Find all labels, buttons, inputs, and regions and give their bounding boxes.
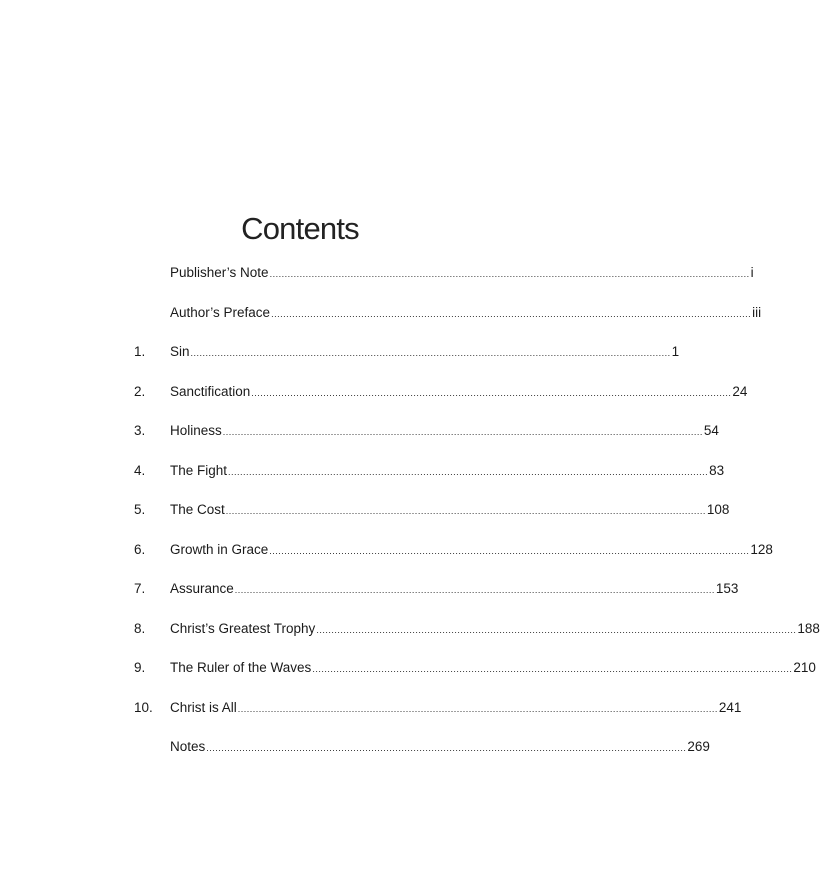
toc-entry-christs-greatest-trophy[interactable] — [0, 617, 820, 641]
dot-leader: ................................................................................................................................................................ — [271, 309, 752, 319]
entry-page: 269 — [687, 739, 710, 754]
entry-page: 128 — [750, 542, 773, 557]
entry-page: i — [750, 265, 754, 280]
entry-title: Christ’s Greatest Trophy — [170, 621, 316, 636]
dot-leader: ................................................................................................................................................................ — [206, 743, 687, 753]
toc-entry-publishers-note[interactable] — [0, 261, 754, 285]
toc-entry-christ-is-all[interactable] — [0, 696, 742, 720]
entry-number: 2. — [134, 384, 146, 399]
dot-leader: ................................................................................................................................................................ — [251, 388, 732, 398]
entry-page: 188 — [797, 621, 820, 636]
entry-title: Sanctification — [170, 384, 251, 399]
dot-leader: ................................................................................................................................................................ — [225, 506, 706, 516]
entry-page: 24 — [732, 384, 748, 399]
toc-entry-notes[interactable] — [0, 735, 710, 759]
dot-leader: ................................................................................................................................................................ — [228, 467, 709, 477]
entry-number: 7. — [134, 581, 146, 596]
entry-number: 10. — [134, 700, 153, 715]
entry-number: 1. — [134, 344, 146, 359]
toc-entry-growth-in-grace[interactable] — [0, 538, 773, 562]
entry-title: Sin — [170, 344, 190, 359]
dot-leader: ................................................................................................................................................................ — [222, 427, 703, 437]
entry-title: Assurance — [170, 581, 234, 596]
dot-leader: ................................................................................................................................................................ — [237, 704, 718, 714]
entry-title: The Ruler of the Waves — [170, 660, 312, 675]
entry-page: iii — [752, 305, 762, 320]
entry-title: Author’s Preface — [170, 305, 271, 320]
toc-entry-holiness[interactable] — [0, 419, 719, 443]
dot-leader: ................................................................................................................................................................ — [269, 546, 750, 556]
dot-leader: ................................................................................................................................................................ — [316, 625, 797, 635]
entry-title: Growth in Grace — [170, 542, 269, 557]
entry-page: 54 — [703, 423, 719, 438]
toc-entry-sin[interactable] — [0, 340, 680, 364]
entry-number: 6. — [134, 542, 146, 557]
page-title: Contents — [241, 211, 359, 246]
dot-leader: ................................................................................................................................................................ — [234, 585, 715, 595]
entry-page: 1 — [671, 344, 680, 359]
entry-number: 3. — [134, 423, 146, 438]
dot-leader: ................................................................................................................................................................ — [312, 664, 793, 674]
entry-page: 108 — [706, 502, 730, 517]
dot-leader: ................................................................................................................................................................ — [190, 348, 671, 358]
entry-title: The Fight — [170, 463, 228, 478]
toc-entry-the-ruler-of-the-waves[interactable] — [0, 656, 816, 680]
entry-number: 4. — [134, 463, 146, 478]
entry-title: Notes — [170, 739, 206, 754]
toc-entry-sanctification[interactable] — [0, 380, 748, 404]
toc-entry-authors-preface[interactable] — [0, 301, 762, 325]
entry-title: Christ is All — [170, 700, 237, 715]
entry-number: 5. — [134, 502, 146, 517]
entry-page: 241 — [718, 700, 742, 715]
toc-entry-assurance[interactable] — [0, 577, 739, 601]
entry-number: 8. — [134, 621, 146, 636]
entry-title: The Cost — [170, 502, 225, 517]
entry-title: Publisher’s Note — [170, 265, 269, 280]
toc-entry-the-fight[interactable] — [0, 459, 725, 483]
entry-title: Holiness — [170, 423, 222, 438]
dot-leader: ................................................................................................................................................................ — [269, 269, 750, 279]
entry-page: 210 — [793, 660, 816, 675]
entry-page: 153 — [715, 581, 739, 596]
entry-number: 9. — [134, 660, 146, 675]
toc-entry-the-cost[interactable] — [0, 498, 730, 522]
entry-page: 83 — [709, 463, 725, 478]
